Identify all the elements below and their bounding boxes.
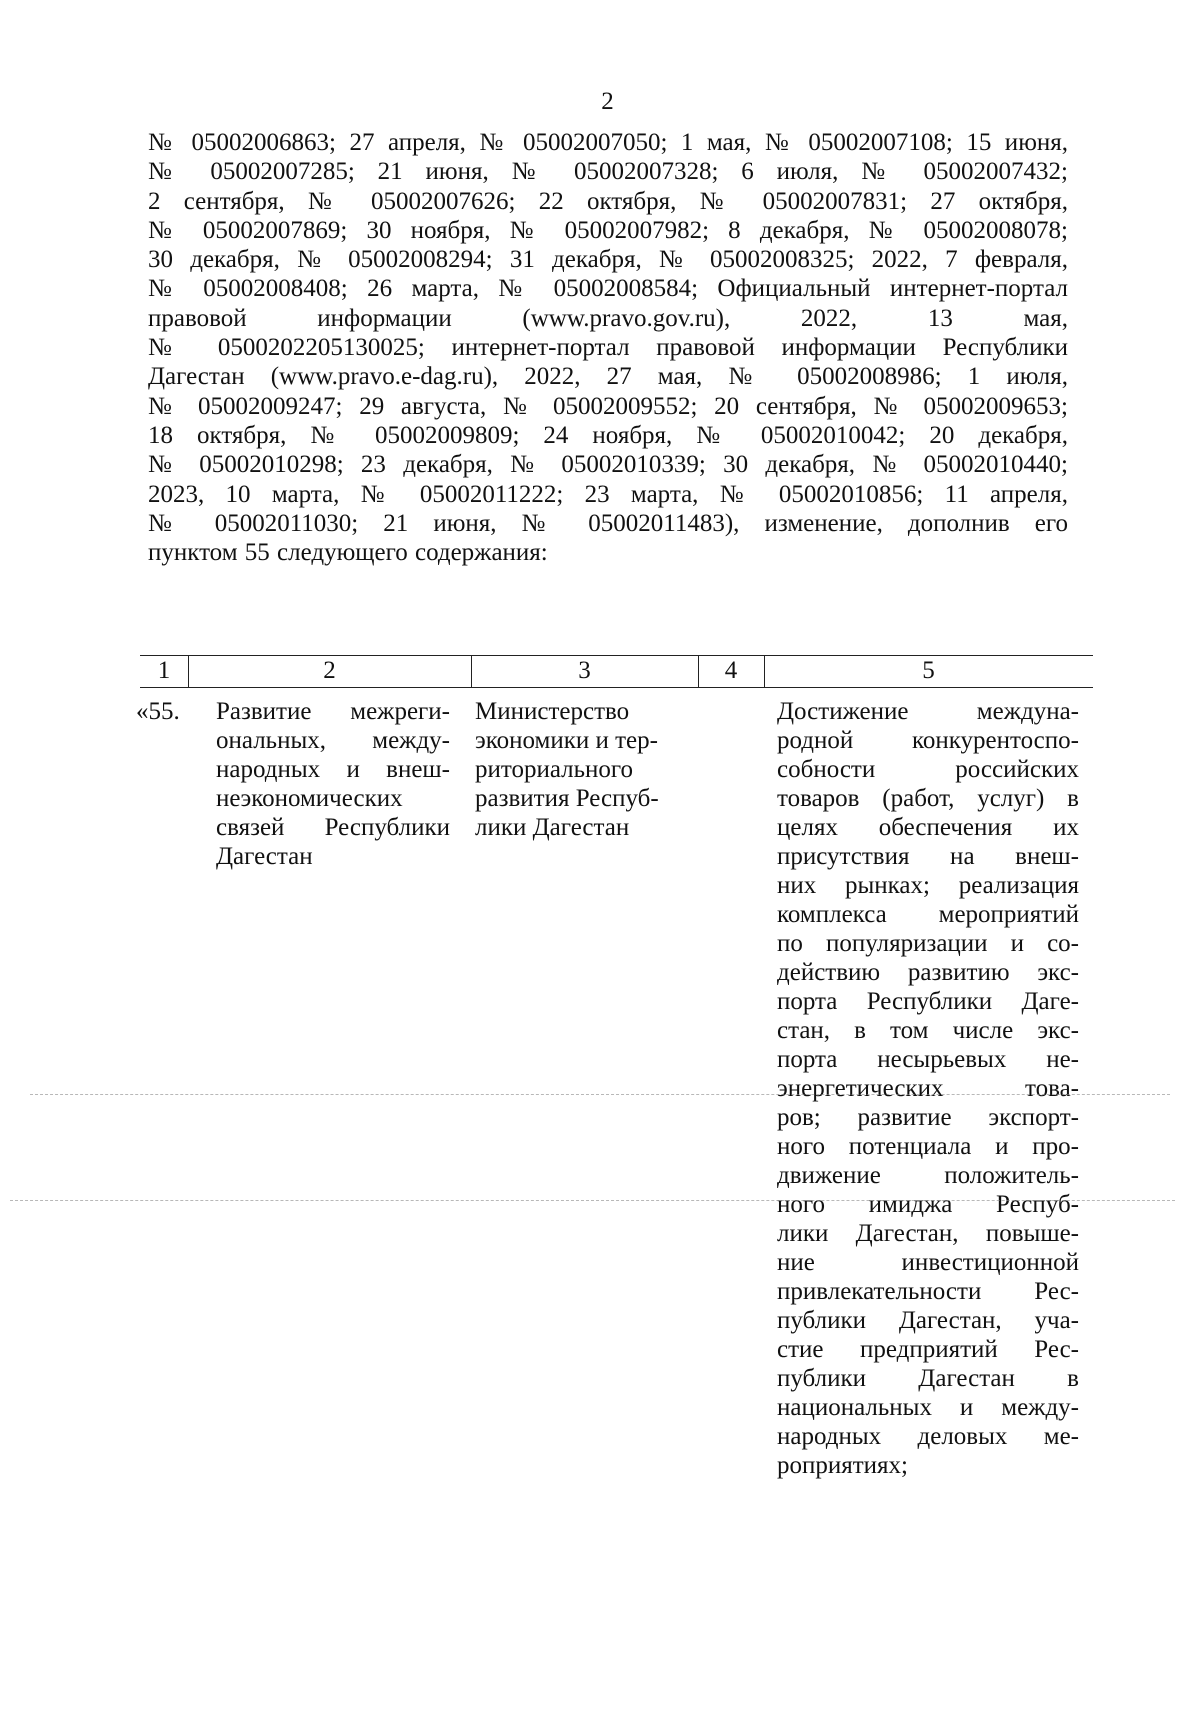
intro-line: 30 декабря, № 05002008294; 31 декабря, № 05002008325; 2022, 7 февраля, [148, 246, 1068, 274]
intro-line: 2023, 10 марта, № 05002011222; 23 марта, № 05002010856; 11 апреля, [148, 480, 1068, 508]
goal-line: стие предприятий Рес- [777, 1336, 1079, 1363]
table-header-col-1: 1 [157, 657, 171, 684]
intro-line: № 05002007285; 21 июня, № 05002007328; 6 июля, № 05002007432; [148, 158, 1068, 186]
executor-line: развития Респуб- [475, 785, 659, 812]
goal-line: стан, в том числе экс- [777, 1017, 1079, 1044]
intro-line: правовой информации (www.pravo.gov.ru), 2022, 13 мая, [148, 304, 1068, 332]
intro-paragraph [148, 128, 1068, 567]
activity-line: связей Республики [216, 814, 450, 841]
goal-line: роприятиях; [777, 1452, 909, 1479]
scan-artifact-line [30, 1094, 1170, 1095]
goal-line: собности российских [777, 756, 1079, 783]
executor-line: лики Дагестан [475, 814, 630, 841]
intro-line: № 05002009247; 29 августа, № 05002009552; 20 сентября, № 05002009653; [148, 392, 1068, 420]
cell-number-text: «55. [136, 698, 180, 725]
executor-line: Министерство [475, 698, 630, 725]
goal-line: ного имиджа Респуб- [777, 1191, 1079, 1218]
goal-line: привлекательности Рес- [777, 1278, 1079, 1305]
intro-line: № 05002006863; 27 апреля, № 05002007050; 1 мая, № 05002007108; 15 июня, [148, 129, 1068, 156]
scan-artifact-line [10, 1200, 1175, 1201]
table-cell-executor [475, 697, 685, 842]
executor-line: экономики и тер- [475, 727, 658, 754]
goal-line: публики Дагестан, уча- [777, 1307, 1079, 1334]
table-cell-number [136, 697, 192, 726]
table-header-rule [140, 687, 1093, 688]
intro-line: № 05002008408; 26 марта, № 05002008584; Официальный интернет-портал [148, 275, 1068, 303]
goal-line: энергетических това- [777, 1075, 1079, 1102]
goal-line: присутствия на внеш- [777, 843, 1079, 870]
intro-line: № 05002010298; 23 декабря, № 05002010339; 30 декабря, № 05002010440; [148, 451, 1068, 479]
goal-line: родной конкурентоспо- [777, 727, 1079, 754]
goal-line: народных деловых ме- [777, 1423, 1079, 1450]
table-header-col-2: 2 [323, 657, 336, 684]
intro-line: Дагестан (www.pravo.e-dag.ru), 2022, 27 мая, № 05002008986; 1 июля, [148, 363, 1068, 391]
goal-line: порта Республики Даге- [777, 988, 1079, 1015]
executor-line: риториального [475, 756, 634, 783]
activity-line: неэкономических [216, 785, 403, 812]
table-cell-activity [216, 697, 450, 871]
intro-line: № 05002007869; 30 ноября, № 05002007982; 8 декабря, № 05002008078; [148, 216, 1068, 244]
activity-line: Развитие межреги- [216, 698, 450, 725]
intro-line: пунктом 55 следующего содержания: [148, 539, 548, 567]
goal-line: движение положитель- [777, 1162, 1079, 1189]
page-number: 2 [601, 88, 614, 115]
intro-line: 2 сентября, № 05002007626; 22 октября, № 05002007831; 27 октября, [148, 187, 1068, 215]
goal-line: действию развитию экс- [777, 959, 1079, 986]
activity-line: народных и внеш- [216, 756, 450, 783]
table-cell-goals [777, 697, 1079, 1480]
goal-line: ние инвестиционной [777, 1249, 1079, 1276]
goal-line: порта несырьевых не- [777, 1046, 1079, 1073]
goal-line: публики Дагестан в [777, 1365, 1079, 1392]
goal-line: лики Дагестан, повыше- [777, 1220, 1079, 1247]
activity-line: Дагестан [216, 843, 313, 870]
goal-line: товаров (работ, услуг) в [777, 785, 1079, 812]
goal-line: целях обеспечения их [777, 814, 1079, 841]
goal-line: Достижение междуна- [777, 698, 1079, 725]
goal-line: по популяризации и со- [777, 930, 1079, 957]
goal-line: комплекса мероприятий [777, 901, 1079, 928]
goal-line: национальных и между- [777, 1394, 1079, 1421]
table-header-col-3: 3 [578, 657, 591, 684]
intro-line: 18 октября, № 05002009809; 24 ноября, № 05002010042; 20 декабря, [148, 421, 1068, 449]
activity-line: ональных, между- [216, 727, 450, 754]
intro-line: № 0500202205130025; интернет-портал правовой информации Республики [148, 334, 1068, 362]
goal-line: ров; развитие экспорт- [777, 1104, 1079, 1131]
table-header-col-5: 5 [922, 657, 935, 684]
goal-line: них рынках; реализация [777, 872, 1079, 899]
intro-line: № 05002011030; 21 июня, № 05002011483), изменение, дополнив его [148, 509, 1068, 537]
goal-line: ного потенциала и про- [777, 1133, 1079, 1160]
table-header-col-4: 4 [724, 657, 738, 684]
